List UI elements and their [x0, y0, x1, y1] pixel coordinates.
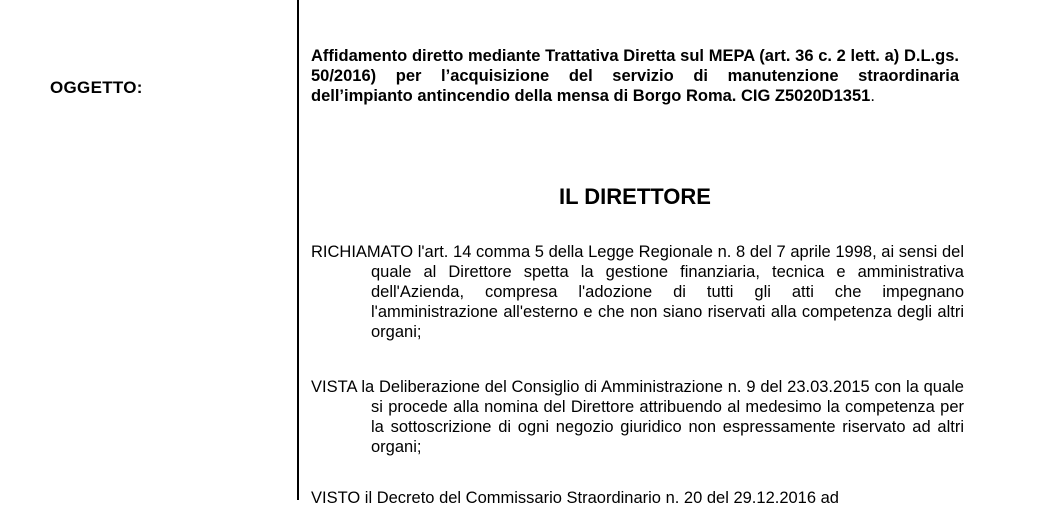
paragraph-visto: VISTO il Decreto del Commissario Straordinario n. 20 del 29.12.2016 ad — [311, 489, 839, 507]
subject-label: OGGETTO: — [50, 78, 143, 97]
paragraph-richiamato: RICHIAMATO l'art. 14 comma 5 della Legge Regionale n. 8 del 7 aprile 1998, ai sensi del quale al Direttore spetta la gestione finanziaria, tecnica e amministrativa dell'Azienda, compresa l'adozione di tutti gli atti che impegnano l'amministrazione all'esterno e che non siano riservati alla competenza degli altri organi; — [311, 243, 964, 341]
subject-text — [311, 46, 959, 106]
paragraph-vista: VISTA la Deliberazione del Consiglio di Amministrazione n. 9 del 23.03.2015 con la quale si procede alla nomina del Direttore attribuendo al medesimo la competenza per la sottoscrizione di ogni negozio giuridico non espressamente riservato ad altri organi; — [311, 378, 964, 456]
column-divider — [297, 0, 299, 500]
subject-text-tail: . — [870, 87, 875, 105]
subject-text-bold: Affidamento diretto mediante Trattativa Diretta sul MEPA (art. 36 c. 2 lett. a) D.L.gs. 50/2016) per l’acquisizione del servizio di manutenzione straordinaria dell’impianto antincendio della mensa di Borgo Roma. CIG Z5020D1351 — [311, 47, 959, 105]
section-heading: IL DIRETTORE — [559, 184, 711, 209]
